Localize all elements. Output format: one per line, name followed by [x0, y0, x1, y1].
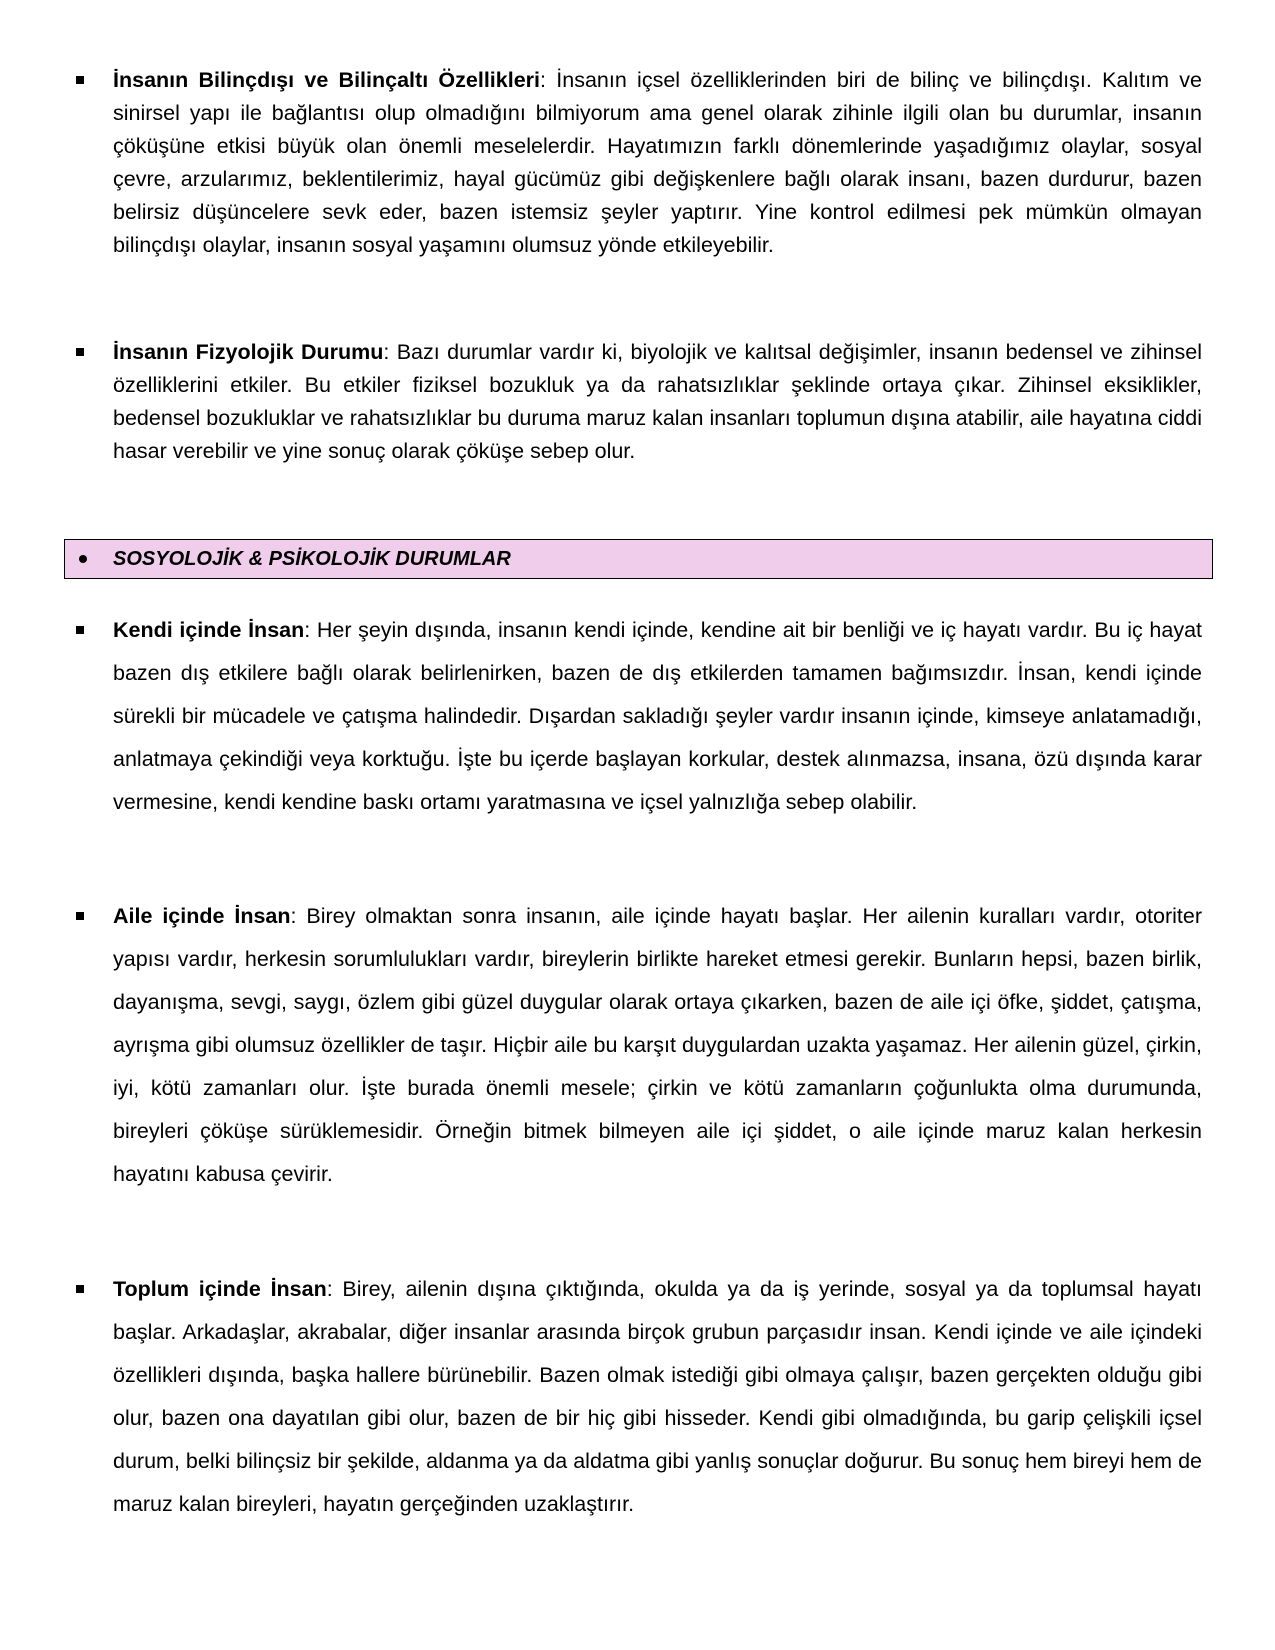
paragraph-text: : Her şeyin dışında, insanın kendi içinde, kendine ait bir benliği ve iç hayatı vardır. Bu iç hayat bazen dış etkilere bağlı olarak belirlenirken, bazen de dış etkilerden tamamen bağımsızdır. İnsan, kendi içinde sürekli bir mücadele ve çatışma halindedir. Dışardan sakladığı şeyler vardır insanın içinde, kimseye anlatamadığı, anlatmaya çekindiği veya korktuğu. İşte bu içerde başlayan korkular, destek alınmazsa, insana, özü dışında karar vermesine, kendi kendine baskı ortamı yaratmasına ve içsel yalnızlığa sebep olabilir.: [113, 618, 1202, 814]
square-bullet-icon: [76, 912, 84, 920]
paragraph-bilincdisi: [113, 64, 1202, 262]
paragraph-text: : İnsanın içsel özelliklerinden biri de bilinç ve bilinçdışı. Kalıtım ve sinirsel yapı ile bağlantısı olup olmadığını bilmiyorum ama genel olarak zihinle ilgili olan bu durumlar, insanın çöküşüne etkisi büyük olan önemli meselelerdir. Hayatımızın farklı dönemlerinde yaşadığımız olaylar, sosyal çevre, arzularımız, beklentilerimiz, hayal gücümüz gibi değişkenlere bağlı olarak insanı, bazen durdurur, bazen belirsiz düşüncelere sevk eder, bazen istemsiz şeyler yaptırır. Yine kontrol edilmesi pek mümkün olmayan bilinçdışı olaylar, insanın sosyal yaşamını olumsuz yönde etkileyebilir.: [113, 68, 1202, 257]
paragraph-text: : Birey olmaktan sonra insanın, aile içinde hayatı başlar. Her ailenin kuralları vardır, otoriter yapısı vardır, herkesin sorumlulukları vardır, bireylerin birlikte hareket etmesi gerekir. Bunların hepsi, bazen birlik, dayanışma, sevgi, saygı, özlem gibi güzel duygular olarak ortaya çıkarken, bazen de aile içi öfke, şiddet, çatışma, ayrışma gibi olumsuz özellikler de taşır. Hiçbir aile bu karşıt duygulardan uzakta yaşamaz. Her ailenin güzel, çirkin, iyi, kötü zamanları olur. İşte burada önemli mesele; çirkin ve kötü zamanların çoğunlukta olma durumunda, bireyleri çöküşe sürüklemesidir. Örneğin bitmek bilmeyen aile içi şiddet, o aile içinde maruz kalan herkesin hayatını kabusa çevirir.: [113, 904, 1202, 1186]
paragraph-text: : Bazı durumlar vardır ki, biyolojik ve kalıtsal değişimler, insanın bedensel ve zihinsel özelliklerini etkiler. Bu etkiler fiziksel bozukluk ya da rahatsızlıklar şeklinde ortaya çıkar. Zihinsel eksiklikler, bedensel bozukluklar ve rahatsızlıklar bu duruma maruz kalan insanları toplumun dışına atabilir, aile hayatına ciddi hasar verebilir ve yine sonuç olarak çöküşe sebep olur.: [113, 340, 1202, 463]
paragraph-fizyolojik: [113, 336, 1202, 468]
paragraph-toplum-icinde: [113, 1268, 1202, 1526]
square-bullet-icon: [76, 76, 84, 84]
section-title: SOSYOLOJİK & PSİKOLOJİK DURUMLAR: [113, 548, 511, 570]
square-bullet-icon: [76, 1285, 84, 1293]
section-header: [64, 539, 1213, 579]
paragraph-term: İnsanın Fizyolojik Durumu: [113, 340, 384, 364]
paragraph-term: Kendi içinde İnsan: [113, 618, 305, 642]
square-bullet-icon: [76, 626, 84, 634]
paragraph-aile-icinde: [113, 895, 1202, 1196]
paragraph-text: : Birey, ailenin dışına çıktığında, okulda ya da iş yerinde, sosyal ya da toplumsal hayatı başlar. Arkadaşlar, akrabalar, diğer insanlar arasında birçok grubun parçasıdır insan. Kendi içinde ve aile içindeki özellikleri dışında, başka hallere bürünebilir. Bazen olmak istediği gibi olmaya çalışır, bazen gerçekten olduğu gibi olur, bazen ona dayatılan gibi olur, bazen de bir hiç gibi hisseder. Kendi gibi olmadığında, bu garip çelişkili içsel durum, belki bilinçsiz bir şekilde, aldanma ya da aldatma gibi yanlış sonuçlar doğurur. Bu sonuç hem bireyi hem de maruz kalan bireyleri, hayatın gerçeğinden uzaklaştırır.: [113, 1277, 1202, 1516]
paragraph-term: İnsanın Bilinçdışı ve Bilinçaltı Özellikleri: [113, 68, 541, 92]
paragraph-term: Toplum içinde İnsan: [113, 1277, 327, 1301]
square-bullet-icon: [76, 348, 84, 356]
round-bullet-icon: [79, 555, 87, 563]
paragraph-term: Aile içinde İnsan: [113, 904, 291, 928]
paragraph-kendi-icinde: [113, 609, 1202, 824]
